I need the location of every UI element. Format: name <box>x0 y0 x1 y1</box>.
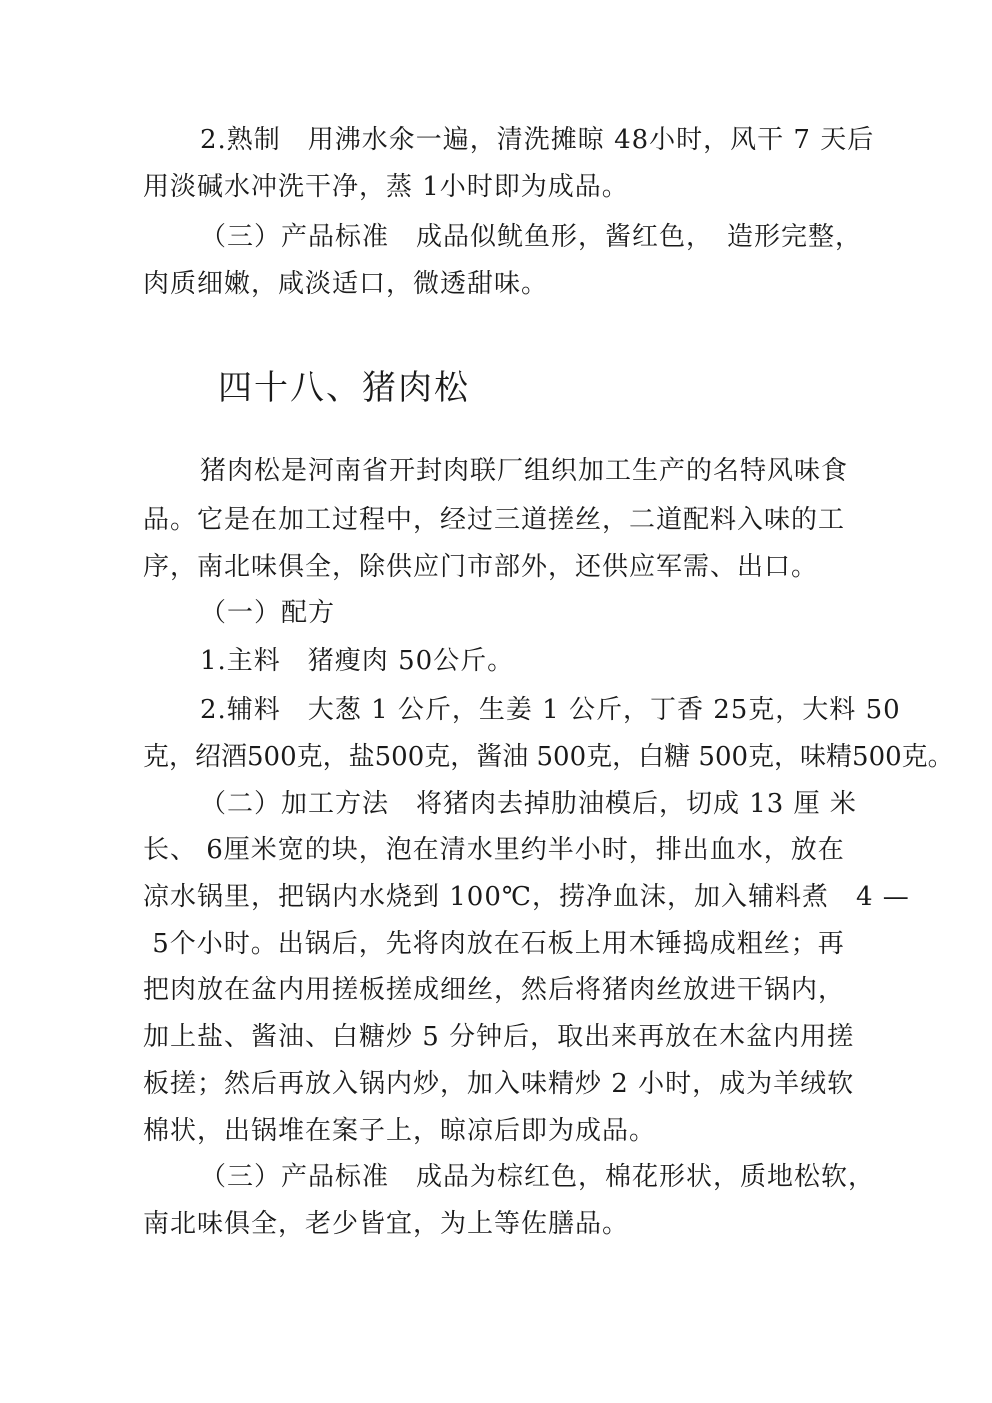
main-ingredient-line: 1.主料 猪瘦肉 50公斤。 <box>200 646 515 676</box>
method-line-6: 加上盐、酱油、白糖炒 5 分钟后，取出来再放在木盆内用搓 <box>143 1022 855 1052</box>
aux-ingredient-line-2: 克，绍酒500克，盐500克，酱油 500克，白糖 500克，味精500克。 <box>143 742 954 772</box>
product-standard-line-2: 肉质细嫩，咸淡适口，微透甜味。 <box>143 269 549 299</box>
method-line-8: 棉状，出锅堆在案子上，晾凉后即为成品。 <box>143 1116 657 1146</box>
method-line-7: 板搓；然后再放入锅内炒，加入味精炒 2 小时，成为羊绒软 <box>143 1069 855 1099</box>
method-line-3: 凉水锅里，把锅内水烧到 100℃，捞净血沫，加入辅料煮 4 — <box>143 882 910 912</box>
standard-line-2: 南北味俱全，老少皆宜，为上等佐膳品。 <box>143 1209 630 1239</box>
formula-heading: （一）配方 <box>200 598 336 628</box>
intro-line-2: 品。它是在加工过程中，经过三道搓丝，二道配料入味的工 <box>143 505 846 535</box>
intro-line-1: 猪肉松是河南省开封肉联厂组织加工生产的名特风味食 <box>200 456 849 486</box>
method-line-2: 长、 6厘米宽的块，泡在清水里约半小时，排出血水，放在 <box>143 835 845 865</box>
intro-line-3: 序，南北味俱全，除供应门市部外，还供应军需、出口。 <box>143 552 819 582</box>
section-title: 四十八、猪肉松 <box>218 368 470 408</box>
method-line-4: 5个小时。出锅后，先将肉放在石板上用木锤捣成粗丝；再 <box>143 929 845 959</box>
method-line-1: （二）加工方法 将猪肉去掉肋油模后，切成 13 厘 米 <box>200 789 857 819</box>
cooking-step-line-1: 2.熟制 用沸水氽一遍，清洗摊晾 48小时，风干 7 天后 <box>200 125 875 155</box>
product-standard-line-1: （三）产品标准 成品似鱿鱼形，酱红色， 造形完整， <box>200 222 863 252</box>
standard-line-1: （三）产品标准 成品为棕红色，棉花形状，质地松软， <box>200 1162 876 1192</box>
aux-ingredient-line-1: 2.辅料 大葱 1 公斤，生姜 1 公斤，丁香 25克，大料 50 <box>200 695 901 725</box>
cooking-step-line-2: 用淡碱水冲洗干净，蒸 1小时即为成品。 <box>143 172 629 202</box>
method-line-5: 把肉放在盆内用搓板搓成细丝，然后将猪肉丝放进干锅内， <box>143 975 846 1005</box>
